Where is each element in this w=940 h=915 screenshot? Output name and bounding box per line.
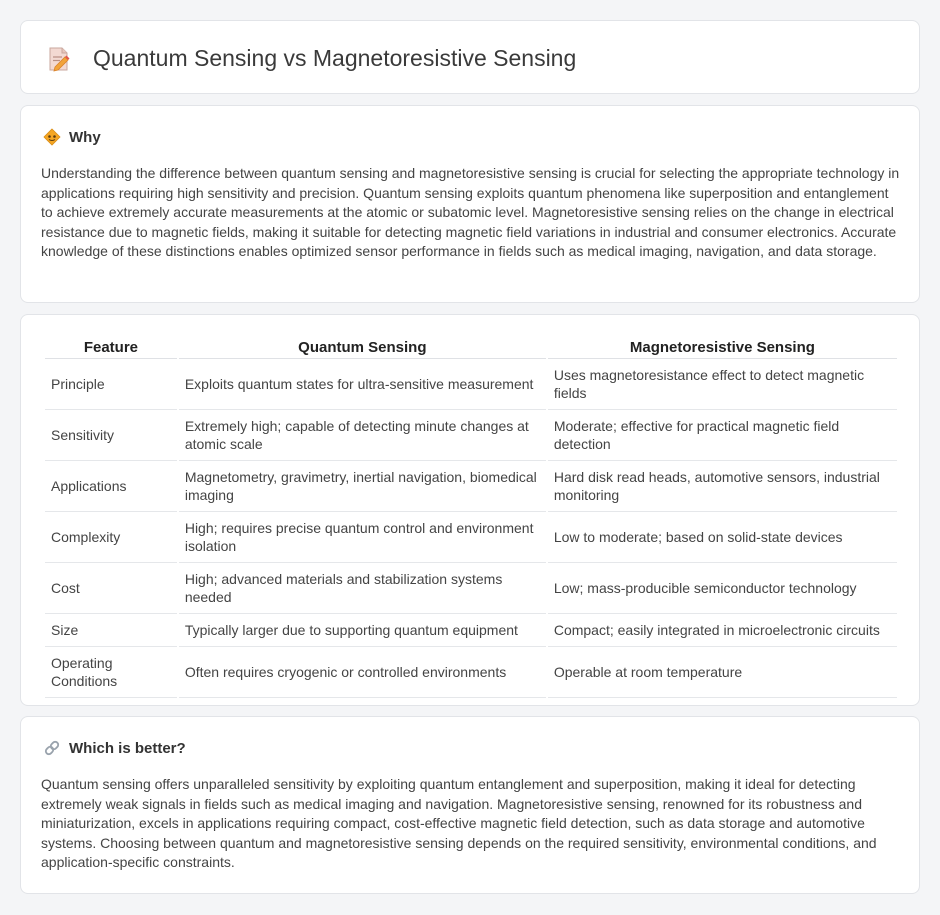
- why-text: Understanding the difference between quantum sensing and magnetoresistive sensing is crucial for selecting the appropriate technology in applications requiring high sensitivity and precision. Quantum sensing exploits quantum phenomena like superposition and entanglement to achieve extremely accurate measurements at the atomic or subatomic level. Magnetoresistive sensing relies on the change in electrical resistance due to magnetic fields, making it suitable for detecting magnetic field variations in industrial and consumer electronics. Accurate knowledge of these distinctions enables optimized sensor performance in fields such as medical imaging, navigation, and data storage.: [41, 165, 900, 260]
- table-row: [45, 512, 897, 563]
- row-feature: Complexity: [45, 512, 177, 563]
- header-magnetoresistive: Magnetoresistive Sensing: [548, 335, 897, 359]
- comparison-section: [20, 314, 920, 706]
- table-header-row: [45, 335, 897, 359]
- title-row: [47, 45, 576, 72]
- table-row: [45, 461, 897, 512]
- row-quantum: Often requires cryogenic or controlled environments: [179, 647, 546, 698]
- better-text: Quantum sensing offers unparalleled sensitivity by exploiting quantum entanglement and superposition, making it ideal for detecting extremely weak signals in fields such as medical imaging and navigation. Magnetoresistive sensing, renowned for its robustness and miniaturization, excels in applications requiring compact, cost-effective magnetic field detection, such as data storage and automotive systems. Choosing between quantum and magnetoresistive sensing depends on the required sensitivity, environmental conditions, and application-specific constraints.: [41, 776, 877, 871]
- row-quantum: Exploits quantum states for ultra-sensitive measurement: [179, 359, 546, 410]
- row-quantum: Extremely high; capable of detecting minute changes at atomic scale: [179, 410, 546, 461]
- row-magnetoresistive: Low to moderate; based on solid-state devices: [548, 512, 897, 563]
- title-card: [20, 20, 920, 94]
- row-quantum: Magnetometry, gravimetry, inertial navigation, biomedical imaging: [179, 461, 546, 512]
- row-magnetoresistive: Uses magnetoresistance effect to detect magnetic fields: [548, 359, 897, 410]
- why-header: [43, 128, 101, 146]
- row-feature: Size: [45, 614, 177, 647]
- link-icon: [43, 739, 61, 757]
- page-title: Quantum Sensing vs Magnetoresistive Sensing: [93, 45, 577, 71]
- table-row: [45, 614, 897, 647]
- row-feature: Cost: [45, 563, 177, 614]
- table-row: [45, 359, 897, 410]
- row-quantum: High; requires precise quantum control and environment isolation: [179, 512, 546, 563]
- row-quantum: Typically larger due to supporting quantum equipment: [179, 614, 546, 647]
- why-section: [20, 105, 920, 303]
- header-quantum: Quantum Sensing: [179, 335, 546, 359]
- row-feature: Applications: [45, 461, 177, 512]
- row-feature: Sensitivity: [45, 410, 177, 461]
- better-title: Which is better?: [69, 739, 186, 757]
- row-magnetoresistive: Hard disk read heads, automotive sensors, industrial monitoring: [548, 461, 897, 512]
- why-title: Why: [69, 128, 101, 146]
- table-row: [45, 410, 897, 461]
- header-feature: Feature: [45, 335, 177, 359]
- which-better-section: [20, 716, 920, 894]
- row-magnetoresistive: Moderate; effective for practical magnetic field detection: [548, 410, 897, 461]
- comparison-table: [43, 335, 899, 698]
- table-row: [45, 563, 897, 614]
- row-feature: Operating Conditions: [45, 647, 177, 698]
- row-magnetoresistive: Low; mass-producible semiconductor technology: [548, 563, 897, 614]
- row-magnetoresistive: Compact; easily integrated in microelectronic circuits: [548, 614, 897, 647]
- row-quantum: High; advanced materials and stabilization systems needed: [179, 563, 546, 614]
- document-pencil-icon: [47, 46, 71, 72]
- diamond-warning-icon: [43, 128, 61, 146]
- row-feature: Principle: [45, 359, 177, 410]
- row-magnetoresistive: Operable at room temperature: [548, 647, 897, 698]
- better-header: [43, 739, 186, 757]
- table-row: [45, 647, 897, 698]
